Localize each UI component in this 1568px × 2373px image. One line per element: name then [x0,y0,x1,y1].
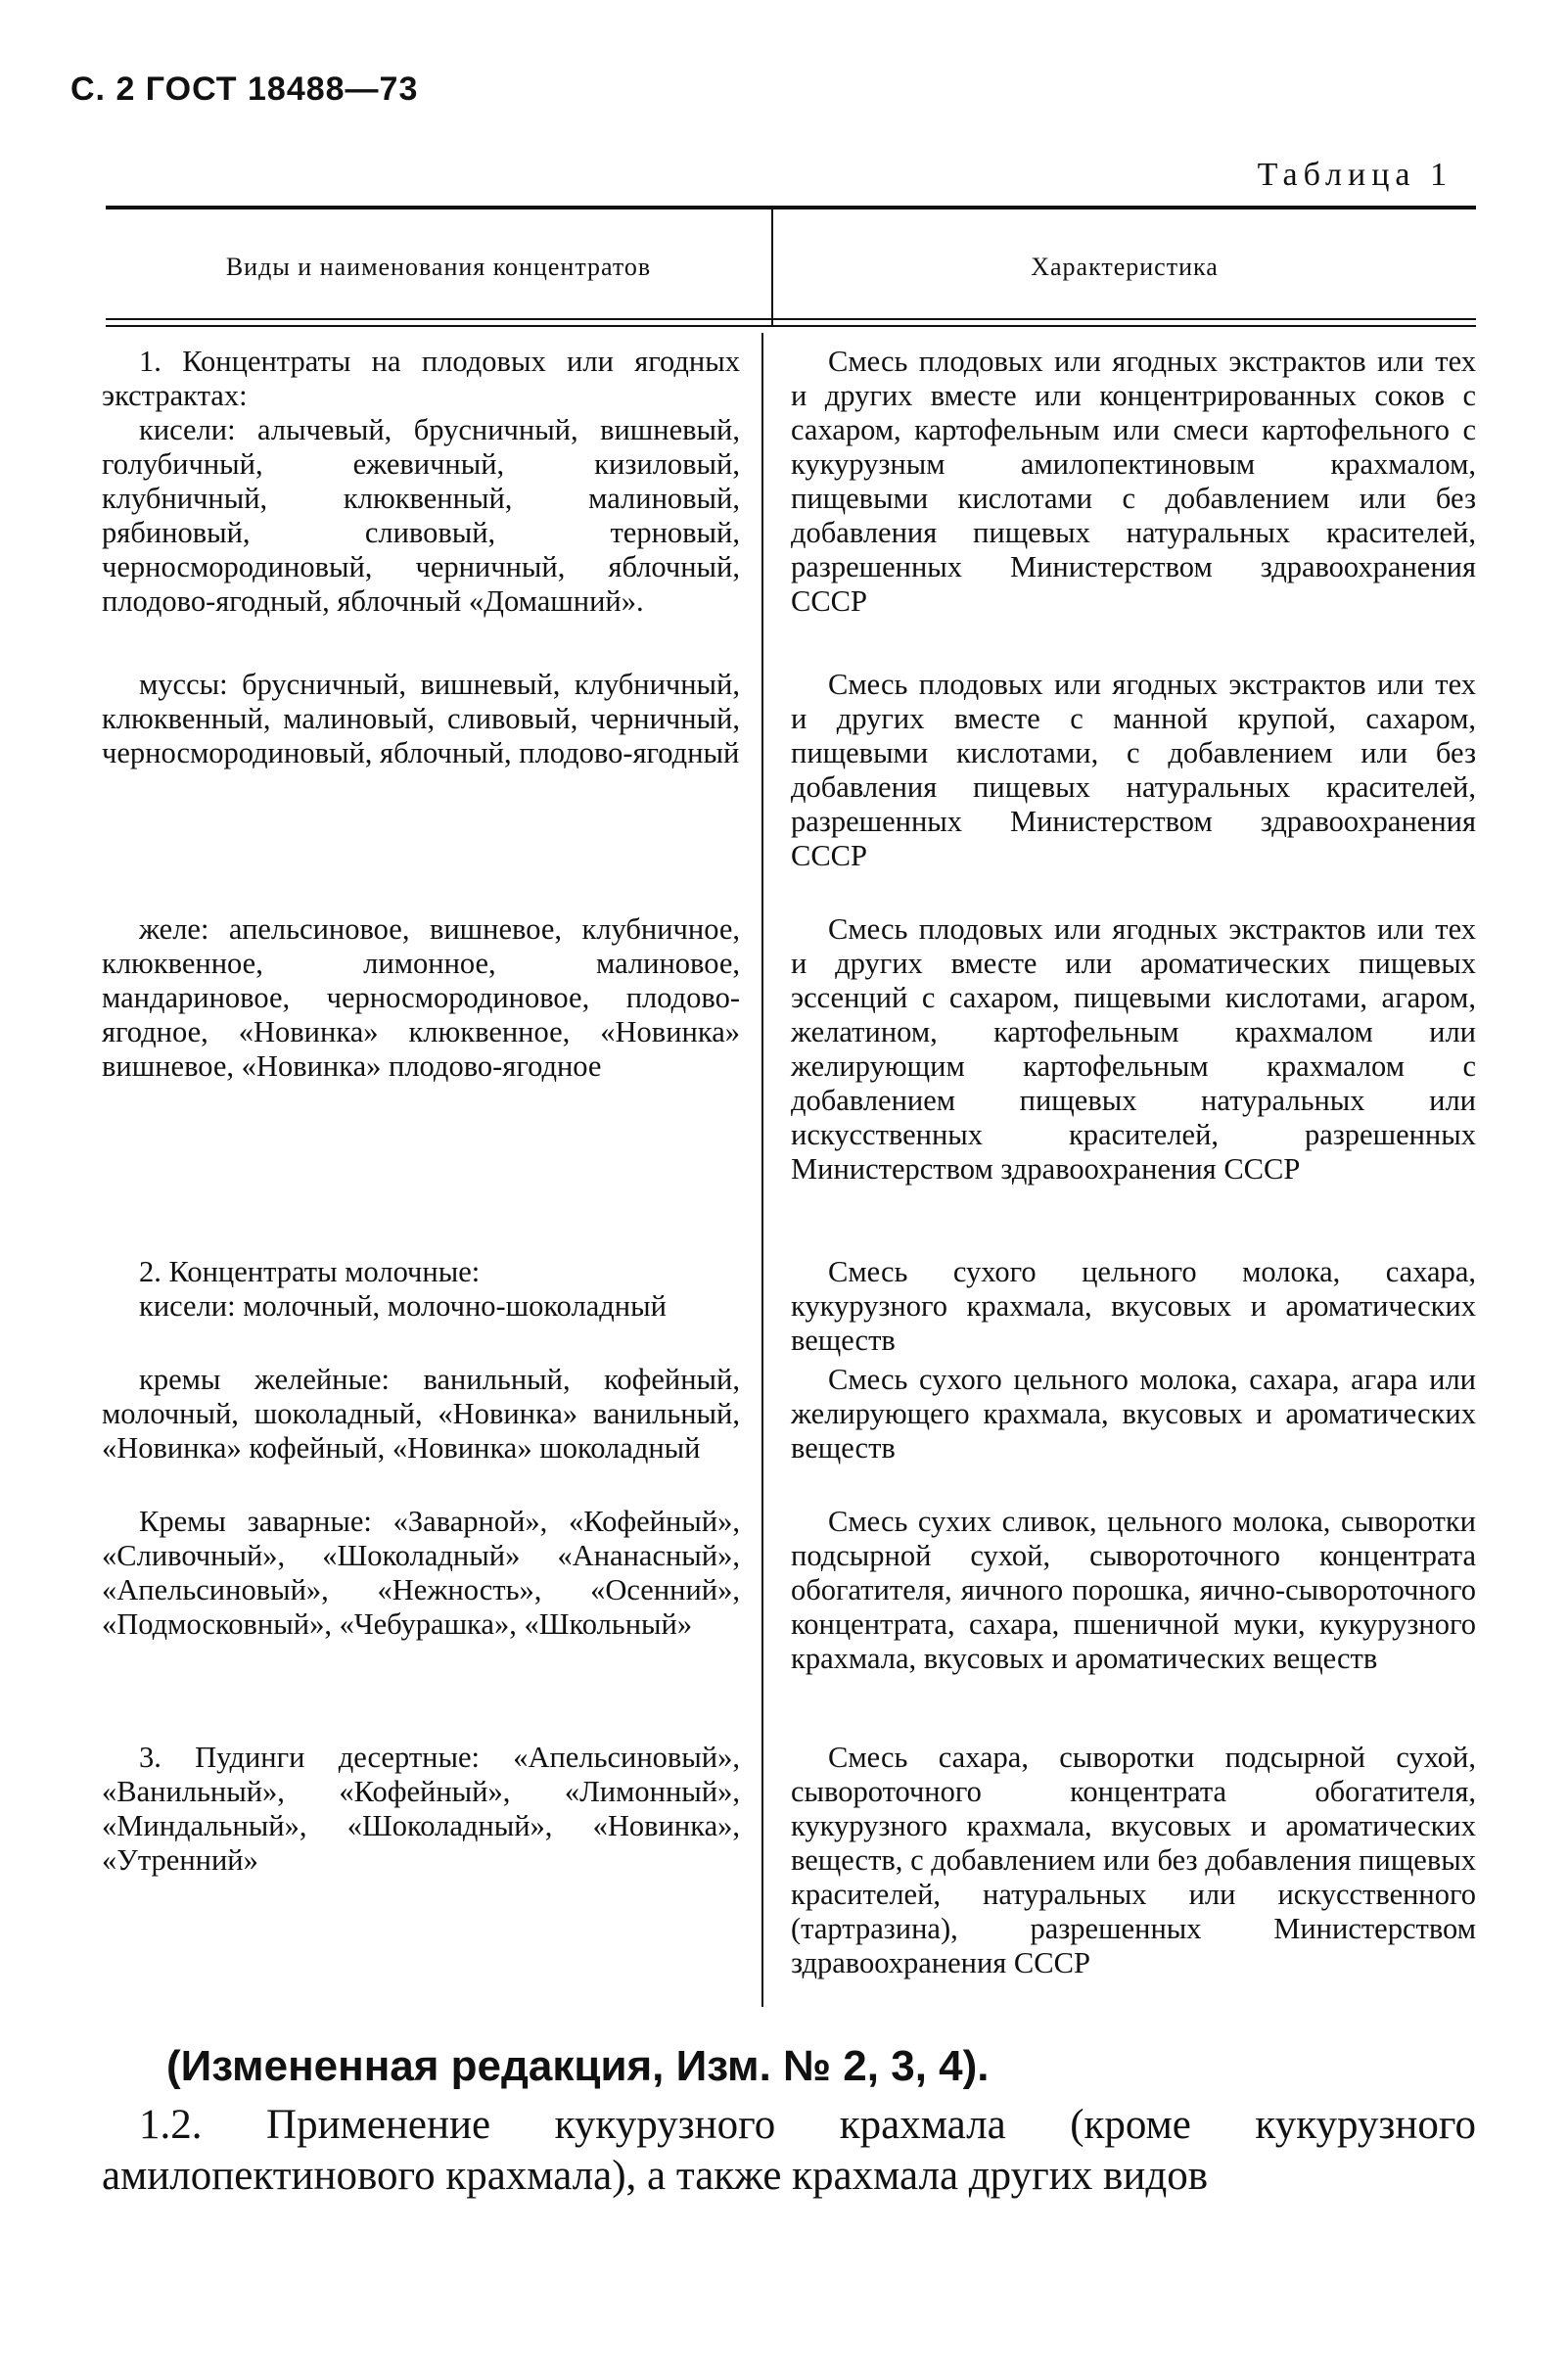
paragraph-1-2: 1.2. Применение кукурузного крахмала (кроме кукурузного амилопектинового крахмала), а также крахмала других видов [102,2102,1476,2199]
table-row-3-kinds: желе: апельсиновое, вишневое, клубничное, клюквенное, лимонное, малиновое, мандариновое, черносмородиновое, плодово-ягодное, «Новинка» клюквенное, «Новинка» вишневое, «Новинка» плодово-ягодное [102,912,740,1083]
table-row-3-characteristic: Смесь плодовых или ягодных экстрактов или тех и других вместе или ароматических пищевых эссенций с сахаром, пищевыми кислотами, агаром, желатином, картофельным крахмалом или желирующим картофельным крахмалом с добавлением пищевых натуральных или искусственных красителей, разрешенных Министерством здравоохранения СССР [791,912,1476,1186]
column-header-characteristic: Характеристика [1031,253,1219,281]
table-row-5-kinds: кремы желейные: ванильный, кофейный, молочный, шоколадный, «Новинка» ванильный, «Новинка» кофейный, «Новинка» шоколадный [102,1363,740,1465]
table-caption: Таблица 1 [1257,157,1453,193]
table-row-6-kinds: Кремы заварные: «Заварной», «Кофейный», «Сливочный», «Шоколадный» «Ананасный», «Апельсиновый», «Нежность», «Осенний», «Подмосковный», «Чебурашка», «Школьный» [102,1505,740,1641]
table-top-rule [106,206,1476,209]
section-heading: 1. Концентраты на плодовых или ягодных экстрактах: [102,345,740,412]
table-row-2-kinds: муссы: брусничный, вишневый, клубничный, клюквенный, малиновый, сливовый, черничный, черносмородиновый, яблочный, плодово-ягодный [102,668,740,769]
column-header-kinds: Виды и наименования концентратов [225,253,652,281]
table-row-7-kinds: 3. Пудинги десертные: «Апельсиновый», «Ванильный», «Кофейный», «Лимонный», «Миндальный», «Шоколадный», «Новинка», «Утренний» [102,1741,740,1877]
table-row-2-characteristic: Смесь плодовых или ягодных экстрактов или тех и других вместе с манной крупой, сахаром, пищевыми кислотами, с добавлением или без добавления пищевых натуральных красителей, разрешенных Министерством здравоохранения СССР [791,668,1476,872]
body-column-divider [761,333,763,2007]
header-bottom-rule [106,318,1476,320]
table-row-4-characteristic: Смесь сухого цельного молока, сахара, кукурузного крахмала, вкусовых и ароматических веществ [791,1255,1476,1357]
table-row-4-kinds [102,1255,740,1324]
list-item: кисели: алычевый, брусничный, вишневый, голубичный, ежевичный, кизиловый, клубничный, клюквенный, малиновый, рябиновый, сливовый, терновый, черносмородиновый, черничный, яблочный, плодово-ягодный, яблочный «Домашний». [102,413,740,618]
list-item: кисели: молочный, молочно-шоколадный [139,1289,667,1323]
table-row-1-kinds [102,345,740,619]
amendment-note: (Измененная редакция, Изм. № 2, 3, 4). [166,2042,990,2090]
table-row-1-characteristic: Смесь плодовых или ягодных экстрактов или тех и других вместе или концентрированных соков с сахаром, картофельным или смеси картофельного с кукурузным амилопектиновым крахмалом, пищевыми кислотами с добавлением или без добавления пищевых натуральных красителей, разрешенных Министерством здравоохранения СССР [791,345,1476,618]
header-bottom-rule-2 [106,325,1476,327]
table-row-6-characteristic: Смесь сухих сливок, цельного молока, сыворотки подсырной сухой, сывороточного концентрата обогатителя, яичного порошка, яично-сывороточного концентрата, сахара, пшеничной муки, кукурузного крахмала, вкусовых и ароматических веществ [791,1505,1476,1675]
page-header: С. 2 ГОСТ 18488—73 [70,70,419,108]
table-row-5-characteristic: Смесь сухого цельного молока, сахара, агара или желирующего крахмала, вкусовых и ароматических веществ [791,1363,1476,1465]
section-heading: 2. Концентраты молочные: [139,1255,481,1288]
table-row-7-characteristic: Смесь сахара, сыворотки подсырной сухой, сывороточного концентрата обогатителя, кукурузного крахмала, вкусовых и ароматических веществ, с добавлением или без добавления пищевых красителей, натуральных или искусственного (тартразина), разрешенных Министерством здравоохранения СССР [791,1741,1476,1979]
